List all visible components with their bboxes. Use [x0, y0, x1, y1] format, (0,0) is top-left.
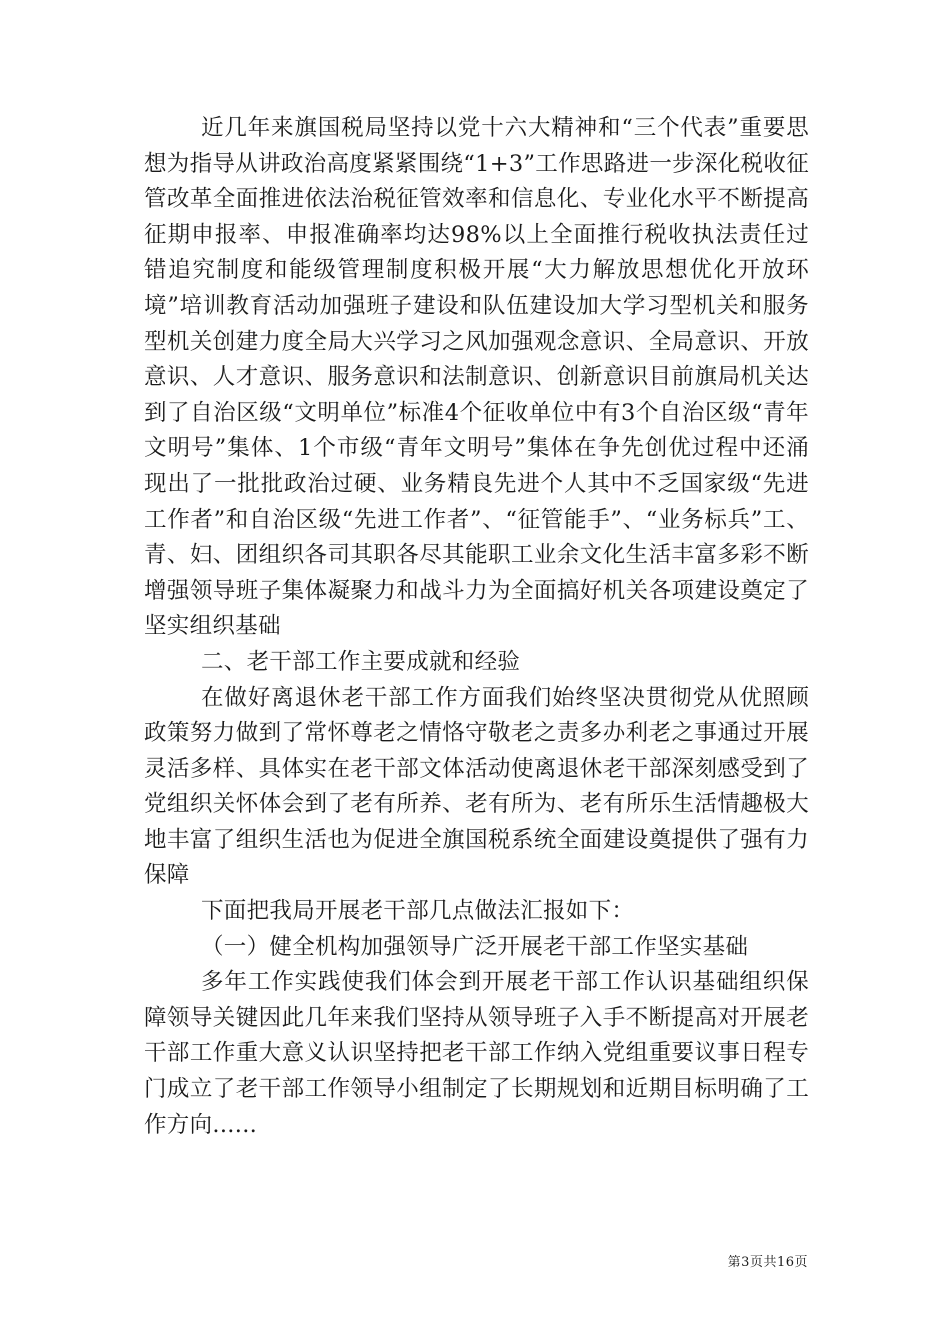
paragraph-work-experience: 多年工作实践使我们体会到开展老干部工作认识基础组织保障领导关键因此几年来我们坚持从领导班子入手不断提高对开展老干部工作重大意义认识坚持把老干部工作纳入党组重要议事日程专门成立了老干部工作领导小组制定了长期规划和近期目标明确了工作方向......: [144, 969, 809, 1138]
paragraph-tax-bureau-achievements: 近几年来旗国税局坚持以党十六大精神和“三个代表”重要思想为指导从讲政治高度紧紧围绕“1+3”工作思路进一步深化税收征管改革全面推进依法治税征管效率和信息化、专业化水平不断提高征期申报率、申报准确率均达98%以上全面推行税收执法责任过错追究制度和能级管理制度积极开展“大力解放思想优化开放环境”培训教育活动加强班子建设和队伍建设加大学习型机关和服务型机关创建力度全局大兴学习之风加强观念意识、全局意识、开放意识、人才意识、服务意识和法制意识、创新意识目前旗局机关达到了自治区级“文明单位”标准4个征收单位中有3个自治区级“青年文明号”集体、1个市级“青年文明号”集体在争先创优过程中还涌现出了一批批政治过硬、业务精良先进个人其中不乏国家级“先进工作者”和自治区级“先进工作者”、“征管能手”、“业务标兵”工、青、妇、团组织各司其职各尽其能职工业余文化生活丰富多彩不断增强领导班子集体凝聚力和战斗力为全面搞好机关各项建设奠定了坚实组织基础: [144, 115, 809, 640]
section-heading-veteran-cadre-work: 二、老干部工作主要成就和经验: [201, 648, 521, 675]
paragraph-retired-cadre-work: 在做好离退休老干部工作方面我们始终坚决贯彻党从优照顾政策努力做到了常怀尊老之情恪守敬老之责多办利老之事通过开展灵活多样、具体实在老干部文体活动使离退休老干部深刻感受到了党组织关怀体会到了老有所养、老有所为、老有所乐生活情趣极大地丰富了组织生活也为促进全旗国税系统全面建设奠提供了强有力保障: [144, 684, 809, 889]
page-number-footer: 第3页共16页: [727, 1255, 808, 1270]
paragraph-report-intro: 下面把我局开展老干部几点做法汇报如下：: [201, 898, 635, 925]
document-body: [144, 111, 809, 1143]
subsection-heading-organization: （一）健全机构加强领导广泛开展老干部工作坚实基础: [201, 933, 749, 960]
